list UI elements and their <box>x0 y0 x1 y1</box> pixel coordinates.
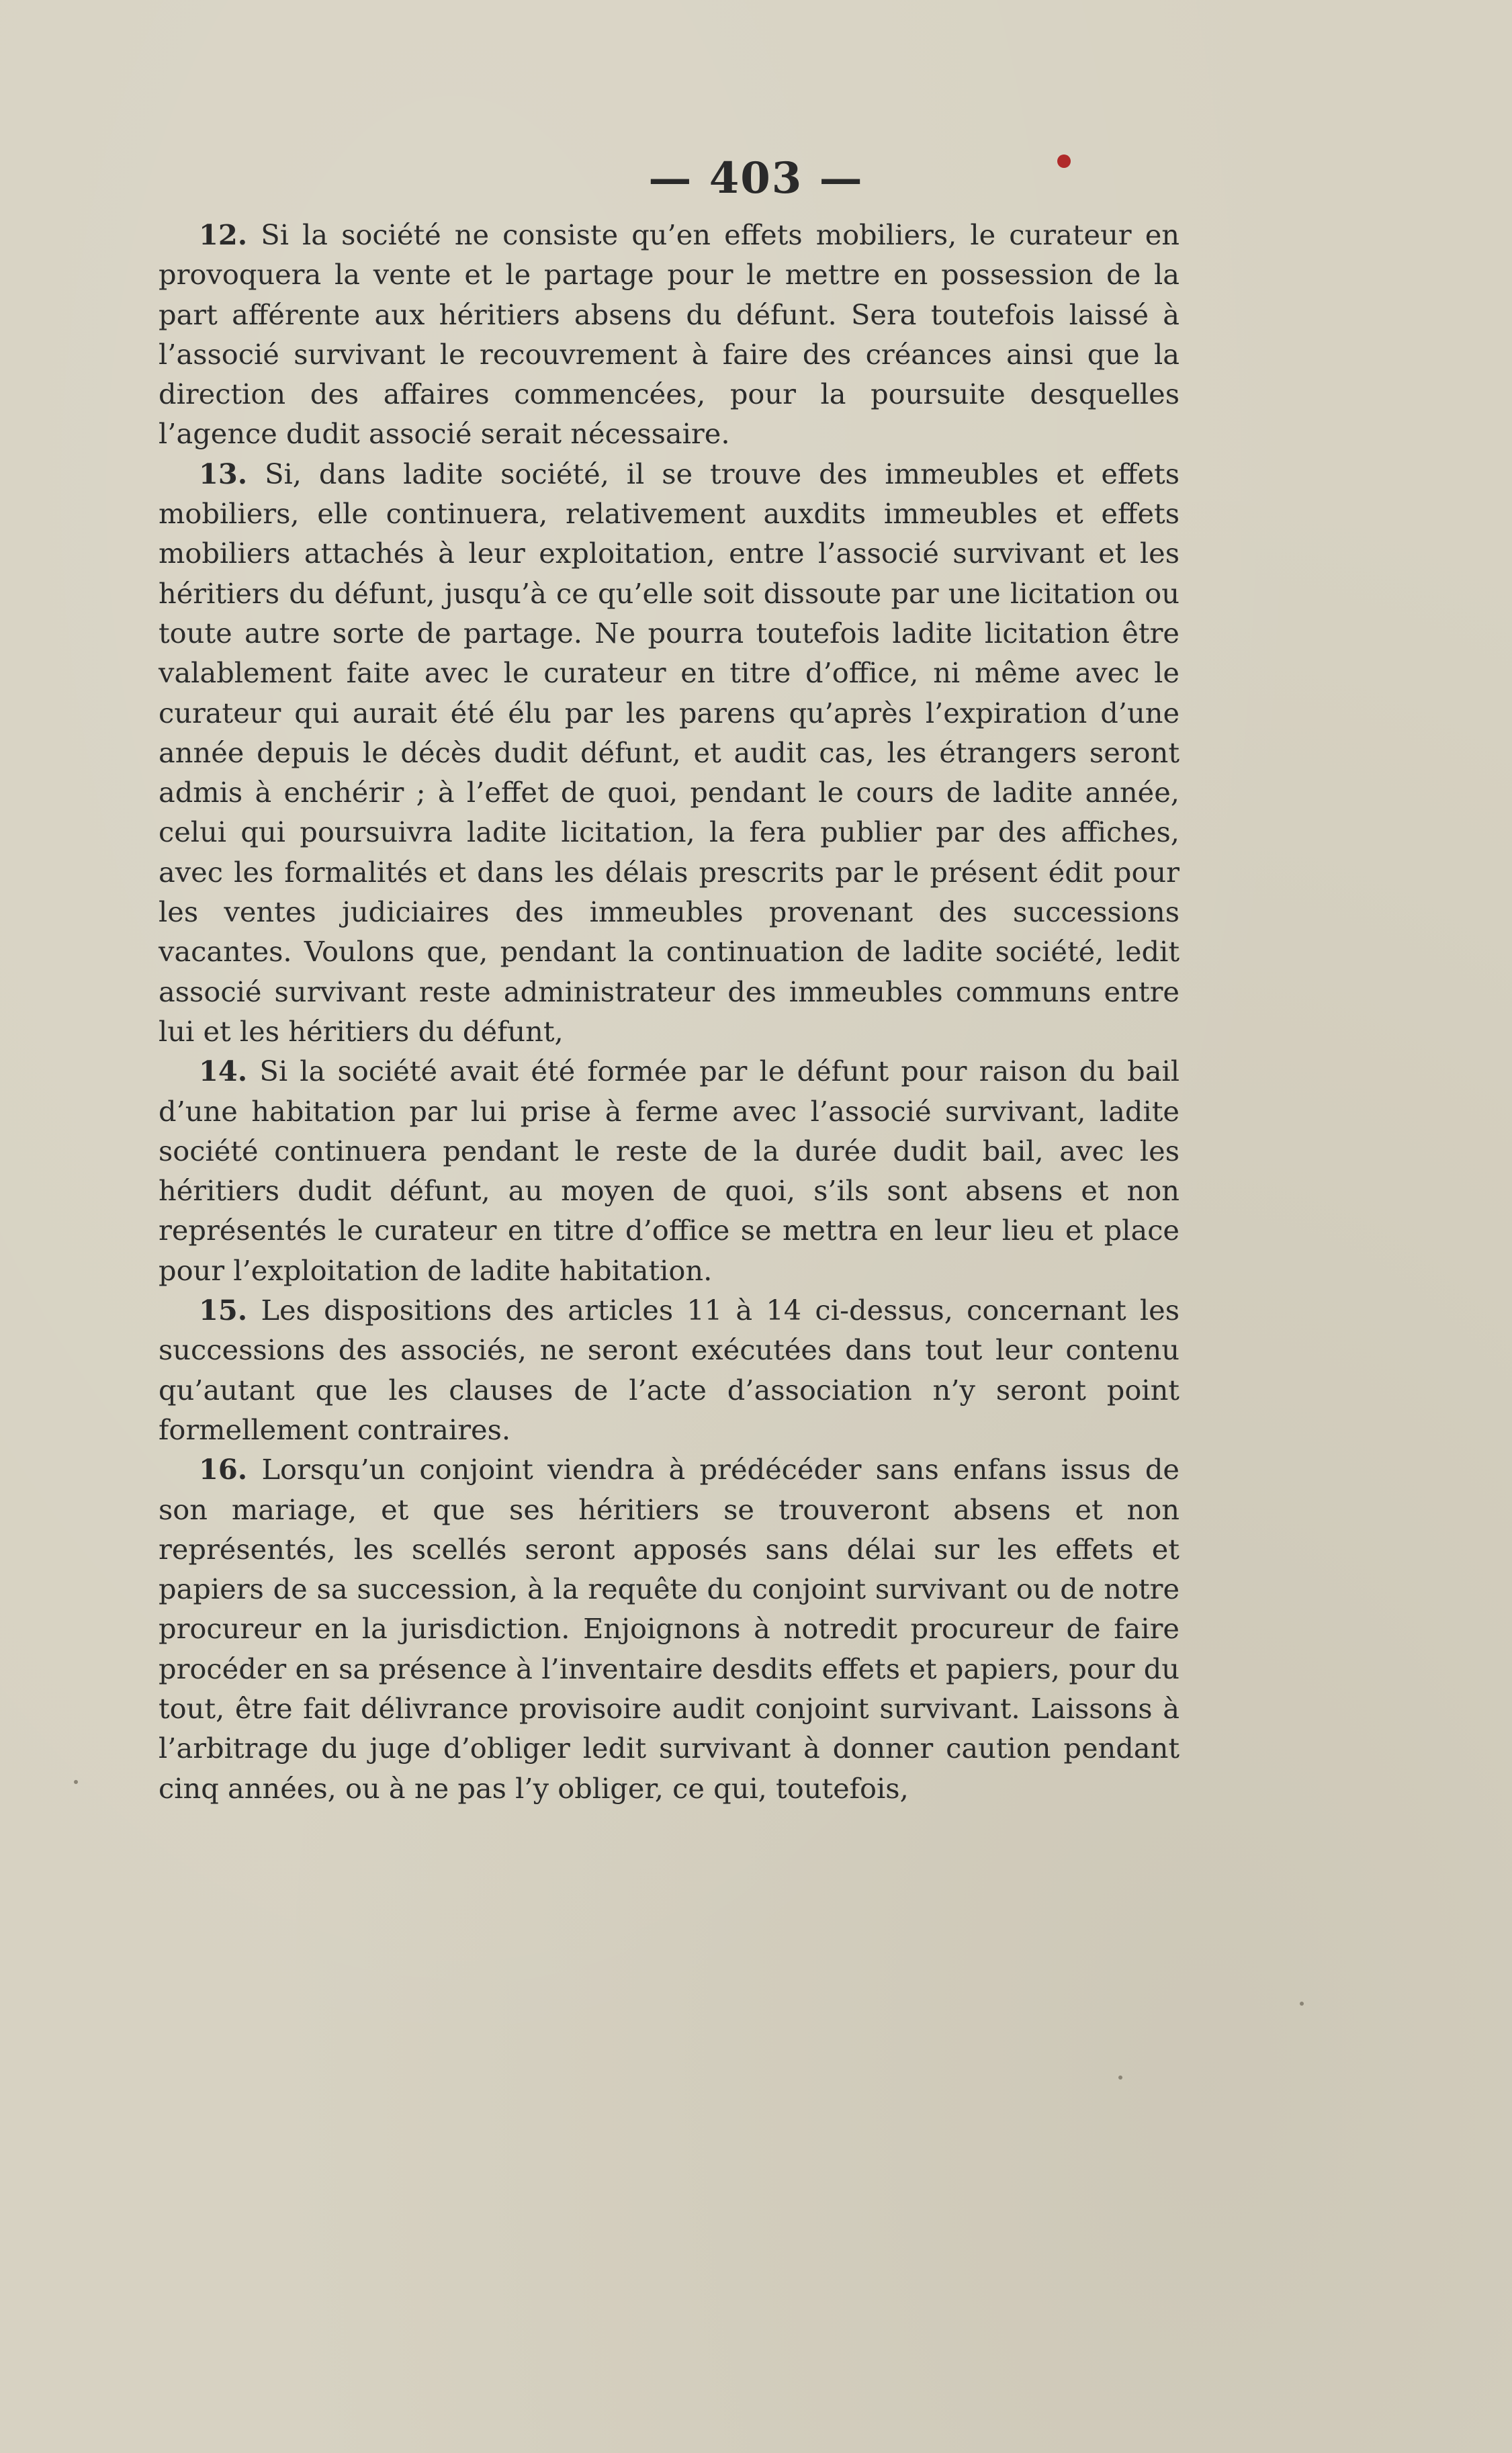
article-text: Si la société avait été formée par le défunt pour raison du bail d’une habitation par lui prise à ferme avec l’associé survivant, ladite société continuera pendant le reste de la durée dudit bail, avec les héritiers dudit défunt, au moyen de quoi, s’ils sont absens et non représentés le curateur en titre d’office se mettra en leur lieu et place pour l’exploitation de ladite habitation. <box>159 1055 1180 1287</box>
page-number: — 403 — <box>648 153 864 204</box>
article-number: 15. <box>199 1294 248 1327</box>
article-14 <box>159 1051 1180 1290</box>
article-15 <box>159 1290 1180 1450</box>
paper-speck <box>1118 2076 1122 2080</box>
paper-speck <box>1300 2002 1304 2006</box>
article-number: 13. <box>199 457 248 490</box>
article-text: Si la société ne consiste qu’en effets mobiliers, le curateur en provoquera la vente et le partage pour le mettre en possession de la part afférente aux héritiers absens du défunt. Sera toutefois laissé à l’associé survivant le recouvrement à faire des créances ainsi que la direction des affaires commencées, pour la poursuite desquelles l’agence dudit associé serait nécessaire. <box>159 218 1180 451</box>
article-number: 14. <box>199 1055 248 1088</box>
article-12 <box>159 215 1180 454</box>
article-text: Si, dans ladite société, il se trouve des immeubles et effets mobiliers, elle continuera, relativement auxdits immeubles et effets mobiliers attachés à leur exploitation, entre l’associé survivant et les héritiers du défunt, jusqu’à ce qu’elle soit dissoute par une licitation ou toute autre sorte de partage. Ne pourra toutefois ladite licitation être valablement faite avec le curateur en titre d’office, ni même avec le curateur qui aurait été élu par les parens qu’après l’expiration d’une année depuis le décès dudit défunt, et audit cas, les étrangers seront admis à enchérir ; à l’effet de quoi, pendant le cours de ladite année, celui qui poursuivra ladite licitation, la fera publier par des affiches, avec les formalités et dans les délais prescrits par le présent édit pour les ventes judiciaires des immeubles provenant des successions vacantes. Voulons que, pendant la continuation de ladite société, ledit associé survivant reste administrateur des immeubles communs entre lui et les héritiers du défunt, <box>159 457 1180 1048</box>
article-number: 12. <box>199 218 248 251</box>
article-text: Les dispositions des articles 11 à 14 ci-dessus, concernant les successions des associés, ne seront exécutées dans tout leur contenu qu’autant que les clauses de l’acte d’association n’y seront point formellement contraires. <box>159 1294 1180 1446</box>
article-number: 16. <box>199 1453 248 1486</box>
page-body <box>159 215 1180 1808</box>
paper-speck <box>74 1780 78 1784</box>
article-16 <box>159 1450 1180 1808</box>
article-13 <box>159 454 1180 1051</box>
article-text: Lorsqu’un conjoint viendra à prédécéder sans enfans issus de son mariage, et que ses héritiers se trouveront absens et non représentés, les scellés seront apposés sans délai sur les effets et papiers de sa succession, à la requête du conjoint survivant ou de notre procureur en la jurisdiction. Enjoignons à notredit procureur de faire procéder en sa présence à l’inventaire desdits effets et papiers, pour du tout, être fait délivrance provisoire audit conjoint survivant. Laissons à l’arbitrage du juge d’obliger ledit survivant à donner caution pendant cinq années, ou à ne pas l’y obliger, ce qui, toutefois, <box>159 1453 1180 1805</box>
